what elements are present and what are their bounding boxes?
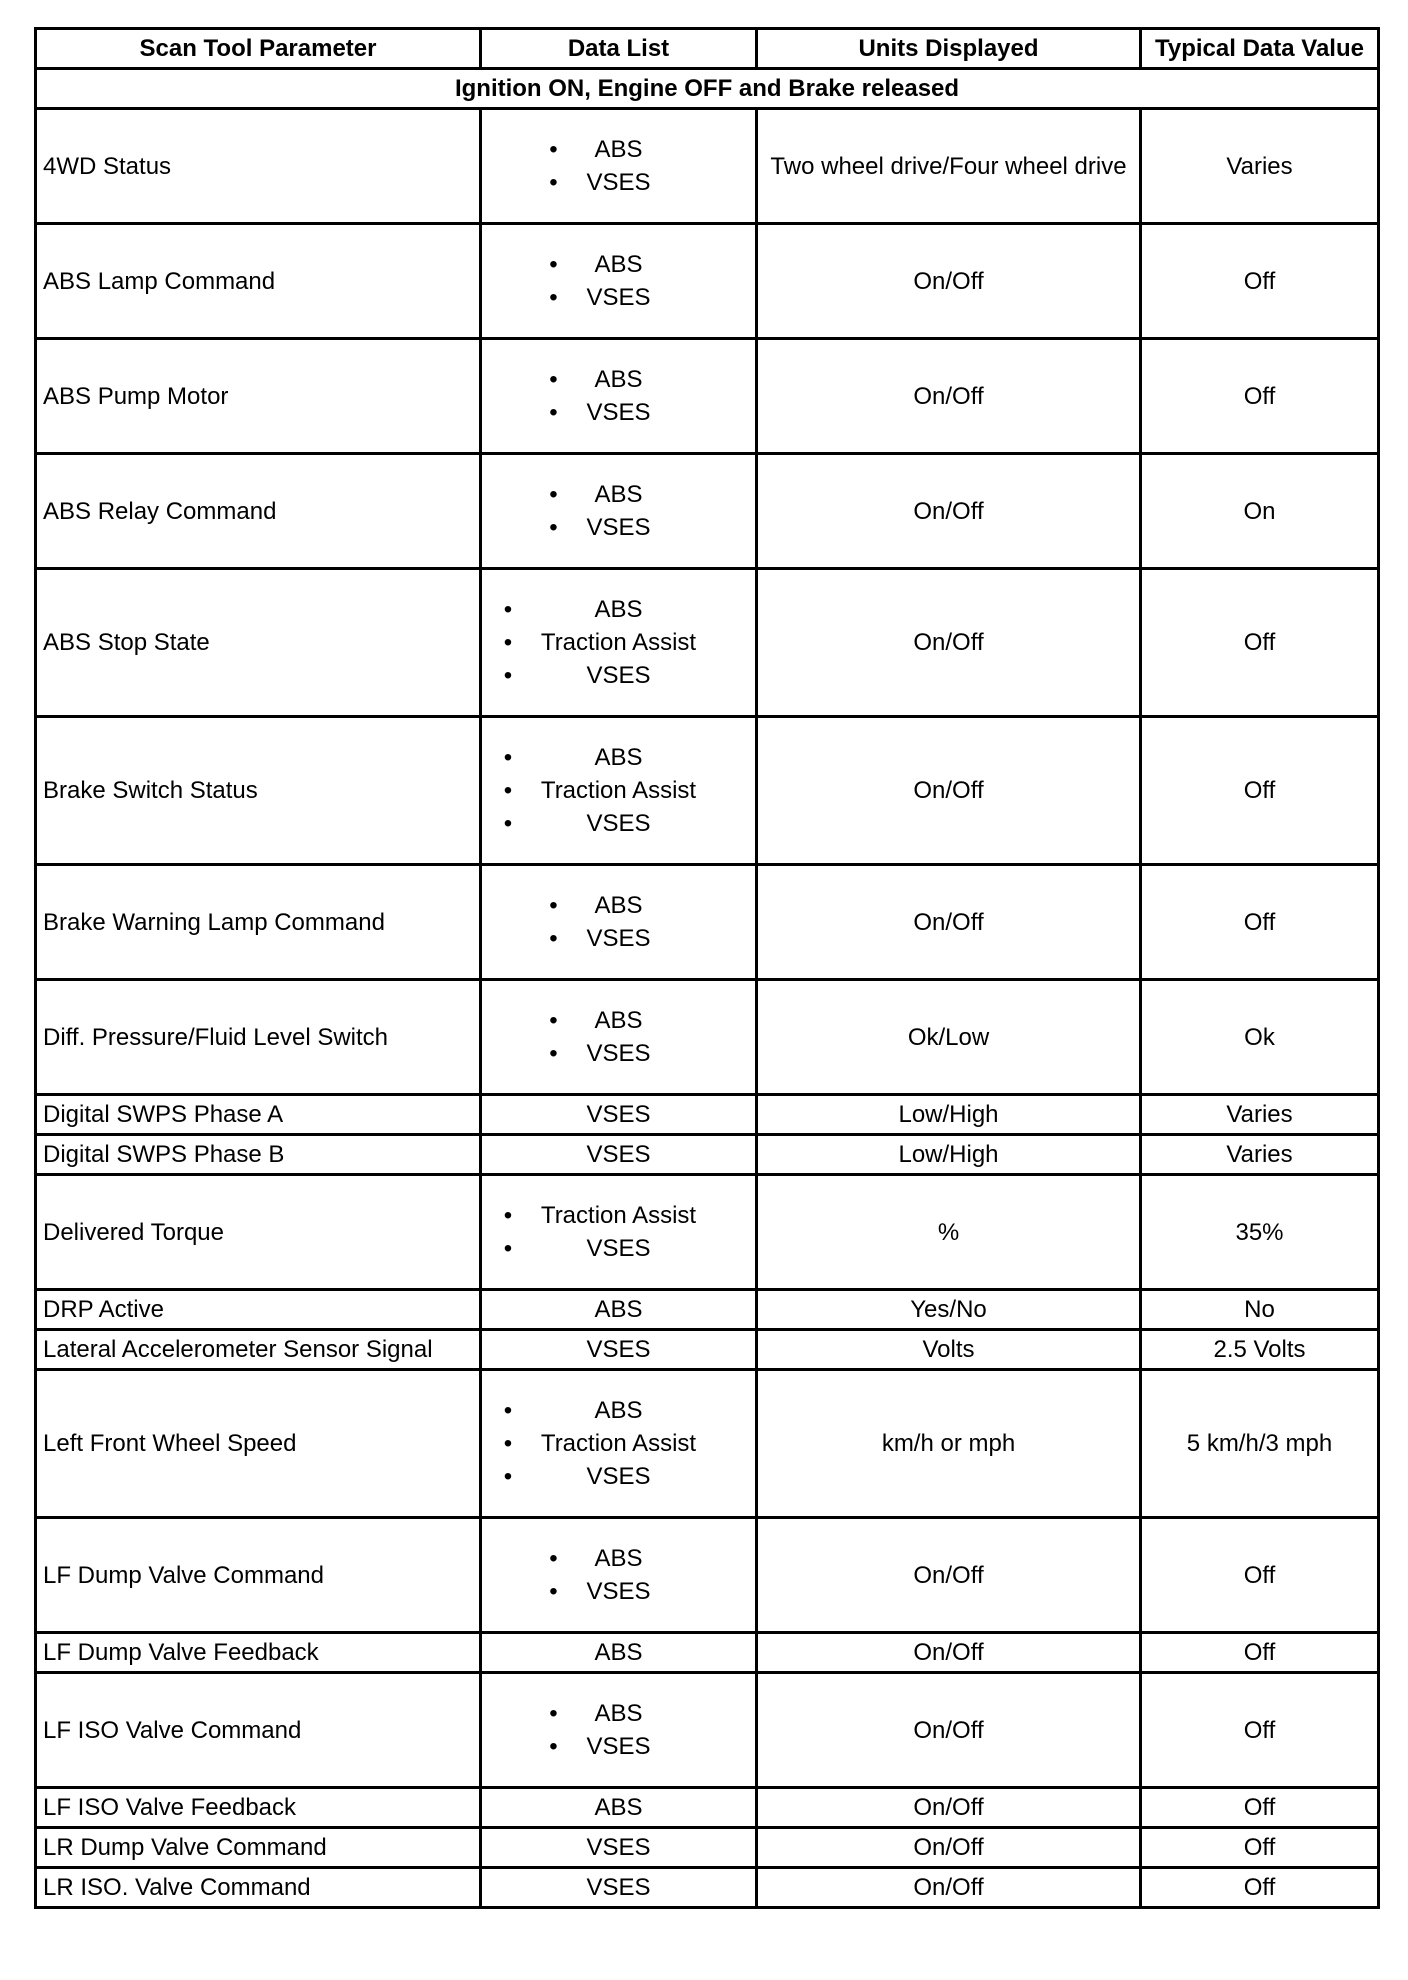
bullet-icon: • — [549, 1700, 558, 1727]
data-list-label: VSES — [586, 284, 651, 311]
cell-units-displayed: Ok/Low — [757, 980, 1141, 1095]
scan-tool-data-table — [34, 27, 1380, 1909]
table-row — [36, 1330, 1379, 1370]
cell-units-displayed: km/h or mph — [757, 1370, 1141, 1518]
data-list-label: ABS — [594, 744, 643, 771]
table-row — [36, 1868, 1379, 1908]
data-list-label: ABS — [594, 366, 643, 393]
cell-parameter: Brake Warning Lamp Command — [36, 865, 481, 980]
bullet-icon: • — [549, 251, 558, 278]
table-row — [36, 1290, 1379, 1330]
cell-typical-value: 2.5 Volts — [1141, 1330, 1379, 1370]
cell-parameter: ABS Relay Command — [36, 454, 481, 569]
table-body — [36, 69, 1379, 1908]
data-list-item — [503, 1199, 697, 1232]
cell-typical-value: Off — [1141, 224, 1379, 339]
cell-data-list — [481, 569, 757, 717]
cell-units-displayed: On/Off — [757, 339, 1141, 454]
data-list-item — [549, 1037, 651, 1070]
data-list-label: VSES — [586, 662, 651, 689]
bullet-icon: • — [549, 169, 558, 196]
data-list-item — [549, 1542, 650, 1575]
cell-units-displayed: On/Off — [757, 1673, 1141, 1788]
cell-units-displayed: Low/High — [757, 1095, 1141, 1135]
cell-typical-value: Off — [1141, 1828, 1379, 1868]
cell-data-list — [481, 980, 757, 1095]
table-row — [36, 1095, 1379, 1135]
data-list-item — [503, 1460, 696, 1493]
data-list-item — [503, 659, 696, 692]
bullet-icon: • — [549, 1040, 558, 1067]
cell-parameter: LR ISO. Valve Command — [36, 1868, 481, 1908]
cell-units-displayed: % — [757, 1175, 1141, 1290]
cell-parameter: Left Front Wheel Speed — [36, 1370, 481, 1518]
data-list-items — [549, 1542, 651, 1608]
cell-units-displayed: On/Off — [757, 1828, 1141, 1868]
table-row — [36, 224, 1379, 339]
cell-units-displayed: Yes/No — [757, 1290, 1141, 1330]
data-list-item — [549, 889, 650, 922]
cell-data-list: ABS — [481, 1290, 757, 1330]
data-list-items — [549, 1004, 651, 1070]
bullet-icon: • — [549, 136, 558, 163]
table-row — [36, 1135, 1379, 1175]
data-list-items — [549, 1697, 651, 1763]
data-list-item — [503, 774, 697, 807]
cell-data-list — [481, 865, 757, 980]
bullet-icon: • — [549, 481, 558, 508]
table-row — [36, 1673, 1379, 1788]
data-list-item — [503, 807, 696, 840]
cell-typical-value: Off — [1141, 1868, 1379, 1908]
table-row — [36, 980, 1379, 1095]
table-row — [36, 454, 1379, 569]
data-list-item — [549, 1575, 651, 1608]
data-list-label: ABS — [594, 1397, 643, 1424]
table-row — [36, 1518, 1379, 1633]
cell-typical-value: Off — [1141, 1673, 1379, 1788]
cell-parameter: Digital SWPS Phase B — [36, 1135, 481, 1175]
table-row — [36, 865, 1379, 980]
data-list-items — [549, 889, 651, 955]
cell-typical-value: Off — [1141, 1633, 1379, 1673]
cell-typical-value: Off — [1141, 339, 1379, 454]
cell-data-list — [481, 339, 757, 454]
data-list-label: VSES — [586, 925, 651, 952]
cell-parameter: Digital SWPS Phase A — [36, 1095, 481, 1135]
data-list-item — [549, 1730, 651, 1763]
table-row — [36, 1788, 1379, 1828]
cell-units-displayed: On/Off — [757, 454, 1141, 569]
cell-typical-value: Varies — [1141, 109, 1379, 224]
cell-parameter: DRP Active — [36, 1290, 481, 1330]
data-list-items — [549, 363, 651, 429]
data-list-items — [549, 133, 651, 199]
bullet-icon: • — [503, 1202, 513, 1229]
cell-units-displayed: On/Off — [757, 569, 1141, 717]
data-list-label: VSES — [586, 514, 651, 541]
data-list-item — [549, 281, 651, 314]
data-list-items — [503, 741, 697, 840]
cell-units-displayed: On/Off — [757, 1788, 1141, 1828]
cell-units-displayed: On/Off — [757, 224, 1141, 339]
cell-parameter: 4WD Status — [36, 109, 481, 224]
data-list-label: Traction Assist — [540, 1202, 697, 1229]
cell-data-list — [481, 224, 757, 339]
table-row — [36, 109, 1379, 224]
data-list-label: ABS — [594, 1700, 643, 1727]
data-list-item — [549, 922, 651, 955]
data-list-item — [549, 1004, 650, 1037]
table-row — [36, 1828, 1379, 1868]
cell-units-displayed: Two wheel drive/Four wheel drive — [757, 109, 1141, 224]
bullet-icon: • — [549, 1545, 558, 1572]
data-list-items — [549, 248, 651, 314]
data-list-label: VSES — [586, 1040, 651, 1067]
data-list-items — [549, 478, 651, 544]
data-list-item — [549, 511, 651, 544]
data-list-item — [503, 593, 696, 626]
bullet-icon: • — [549, 366, 558, 393]
cell-units-displayed: Low/High — [757, 1135, 1141, 1175]
cell-parameter: Diff. Pressure/Fluid Level Switch — [36, 980, 481, 1095]
bullet-icon: • — [549, 892, 558, 919]
data-list-label: VSES — [586, 399, 651, 426]
cell-typical-value: 5 km/h/3 mph — [1141, 1370, 1379, 1518]
cell-data-list — [481, 1370, 757, 1518]
header-units-displayed: Units Displayed — [757, 29, 1141, 69]
cell-data-list: VSES — [481, 1868, 757, 1908]
bullet-icon: • — [549, 1578, 558, 1605]
data-list-label: ABS — [594, 136, 643, 163]
data-list-item — [503, 1394, 696, 1427]
cell-parameter: LR Dump Valve Command — [36, 1828, 481, 1868]
data-list-label: VSES — [586, 810, 651, 837]
header-scan-tool-parameter: Scan Tool Parameter — [36, 29, 481, 69]
cell-data-list: ABS — [481, 1788, 757, 1828]
data-list-label: ABS — [594, 892, 643, 919]
cell-data-list: VSES — [481, 1330, 757, 1370]
cell-parameter: Brake Switch Status — [36, 717, 481, 865]
cell-typical-value: On — [1141, 454, 1379, 569]
cell-typical-value: No — [1141, 1290, 1379, 1330]
cell-parameter: LF ISO Valve Command — [36, 1673, 481, 1788]
bullet-icon: • — [549, 514, 558, 541]
cell-typical-value: Off — [1141, 1518, 1379, 1633]
bullet-icon: • — [503, 1397, 513, 1424]
data-list-item — [503, 626, 697, 659]
cell-typical-value: Off — [1141, 569, 1379, 717]
data-list-label: ABS — [594, 251, 643, 278]
data-list-items — [503, 593, 697, 692]
table-row — [36, 569, 1379, 717]
cell-parameter: LF Dump Valve Command — [36, 1518, 481, 1633]
data-list-label: Traction Assist — [540, 1430, 697, 1457]
data-list-items — [503, 1199, 697, 1265]
cell-units-displayed: On/Off — [757, 717, 1141, 865]
cell-typical-value: Off — [1141, 865, 1379, 980]
bullet-icon: • — [503, 662, 513, 689]
data-list-items — [503, 1394, 697, 1493]
data-list-label: Traction Assist — [540, 629, 697, 656]
data-list-item — [549, 396, 651, 429]
data-list-item — [503, 1232, 696, 1265]
cell-parameter: ABS Lamp Command — [36, 224, 481, 339]
cell-data-list: VSES — [481, 1135, 757, 1175]
bullet-icon: • — [503, 596, 513, 623]
data-list-item — [549, 166, 651, 199]
table-row — [36, 1370, 1379, 1518]
data-list-item — [549, 248, 650, 281]
header-data-list: Data List — [481, 29, 757, 69]
cell-data-list — [481, 454, 757, 569]
data-list-label: ABS — [594, 481, 643, 508]
section-row — [36, 69, 1379, 109]
cell-parameter: Delivered Torque — [36, 1175, 481, 1290]
bullet-icon: • — [549, 1007, 558, 1034]
cell-data-list: ABS — [481, 1633, 757, 1673]
header-typical-data-value: Typical Data Value — [1141, 29, 1379, 69]
cell-parameter: ABS Pump Motor — [36, 339, 481, 454]
cell-units-displayed: On/Off — [757, 1868, 1141, 1908]
bullet-icon: • — [549, 925, 558, 952]
cell-units-displayed: On/Off — [757, 1518, 1141, 1633]
bullet-icon: • — [503, 629, 513, 656]
data-list-label: VSES — [586, 1733, 651, 1760]
bullet-icon: • — [503, 744, 513, 771]
data-list-label: VSES — [586, 169, 651, 196]
data-list-label: VSES — [586, 1235, 651, 1262]
cell-typical-value: Off — [1141, 717, 1379, 865]
cell-units-displayed: Volts — [757, 1330, 1141, 1370]
cell-data-list — [481, 1175, 757, 1290]
bullet-icon: • — [503, 810, 513, 837]
bullet-icon: • — [503, 1463, 513, 1490]
header-row — [36, 29, 1379, 69]
table-row — [36, 1175, 1379, 1290]
bullet-icon: • — [549, 1733, 558, 1760]
cell-data-list — [481, 1673, 757, 1788]
data-list-item — [549, 133, 650, 166]
cell-data-list: VSES — [481, 1828, 757, 1868]
cell-typical-value: Varies — [1141, 1095, 1379, 1135]
cell-units-displayed: On/Off — [757, 1633, 1141, 1673]
cell-parameter: LF Dump Valve Feedback — [36, 1633, 481, 1673]
bullet-icon: • — [549, 284, 558, 311]
data-list-item — [549, 478, 650, 511]
table-row — [36, 339, 1379, 454]
table-row — [36, 1633, 1379, 1673]
table-row — [36, 717, 1379, 865]
data-list-item — [549, 363, 650, 396]
bullet-icon: • — [549, 399, 558, 426]
data-list-item — [549, 1697, 650, 1730]
bullet-icon: • — [503, 777, 513, 804]
cell-typical-value: Ok — [1141, 980, 1379, 1095]
data-list-item — [503, 1427, 697, 1460]
bullet-icon: • — [503, 1235, 513, 1262]
cell-data-list — [481, 1518, 757, 1633]
bullet-icon: • — [503, 1430, 513, 1457]
cell-typical-value: Off — [1141, 1788, 1379, 1828]
data-list-label: ABS — [594, 596, 643, 623]
data-list-item — [503, 741, 696, 774]
cell-data-list — [481, 717, 757, 865]
cell-data-list: VSES — [481, 1095, 757, 1135]
cell-parameter: Lateral Accelerometer Sensor Signal — [36, 1330, 481, 1370]
data-list-label: VSES — [586, 1578, 651, 1605]
data-list-label: Traction Assist — [540, 777, 697, 804]
cell-parameter: LF ISO Valve Feedback — [36, 1788, 481, 1828]
data-list-label: VSES — [586, 1463, 651, 1490]
cell-typical-value: Varies — [1141, 1135, 1379, 1175]
cell-units-displayed: On/Off — [757, 865, 1141, 980]
data-list-label: ABS — [594, 1007, 643, 1034]
section-title: Ignition ON, Engine OFF and Brake released — [36, 69, 1379, 109]
cell-data-list — [481, 109, 757, 224]
cell-typical-value: 35% — [1141, 1175, 1379, 1290]
cell-parameter: ABS Stop State — [36, 569, 481, 717]
data-list-label: ABS — [594, 1545, 643, 1572]
